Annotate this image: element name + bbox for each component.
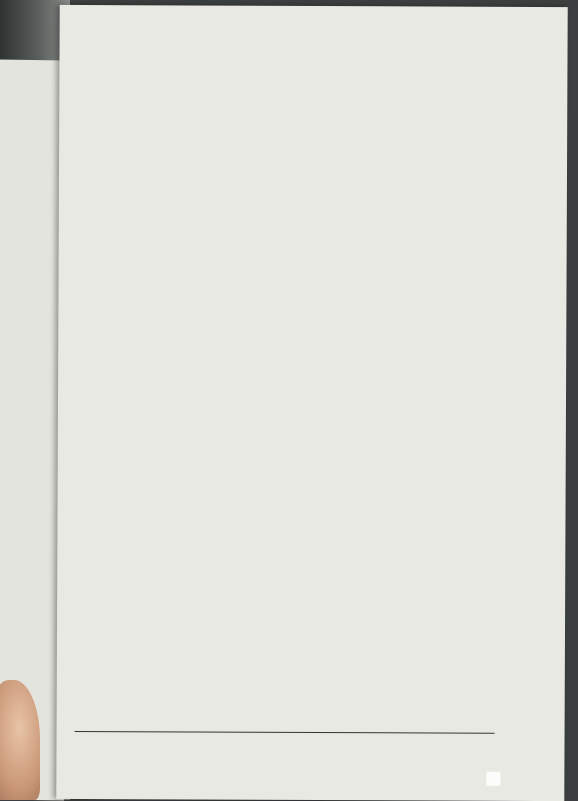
footnote-rule <box>75 731 495 734</box>
main-paragraphs <box>82 45 542 47</box>
labirint-logo-icon <box>486 772 500 786</box>
small-print-paragraphs <box>82 53 542 55</box>
string-vibration-diagram <box>57 595 566 727</box>
watermark <box>486 772 503 787</box>
page-text <box>82 45 542 55</box>
right-page <box>56 5 567 801</box>
